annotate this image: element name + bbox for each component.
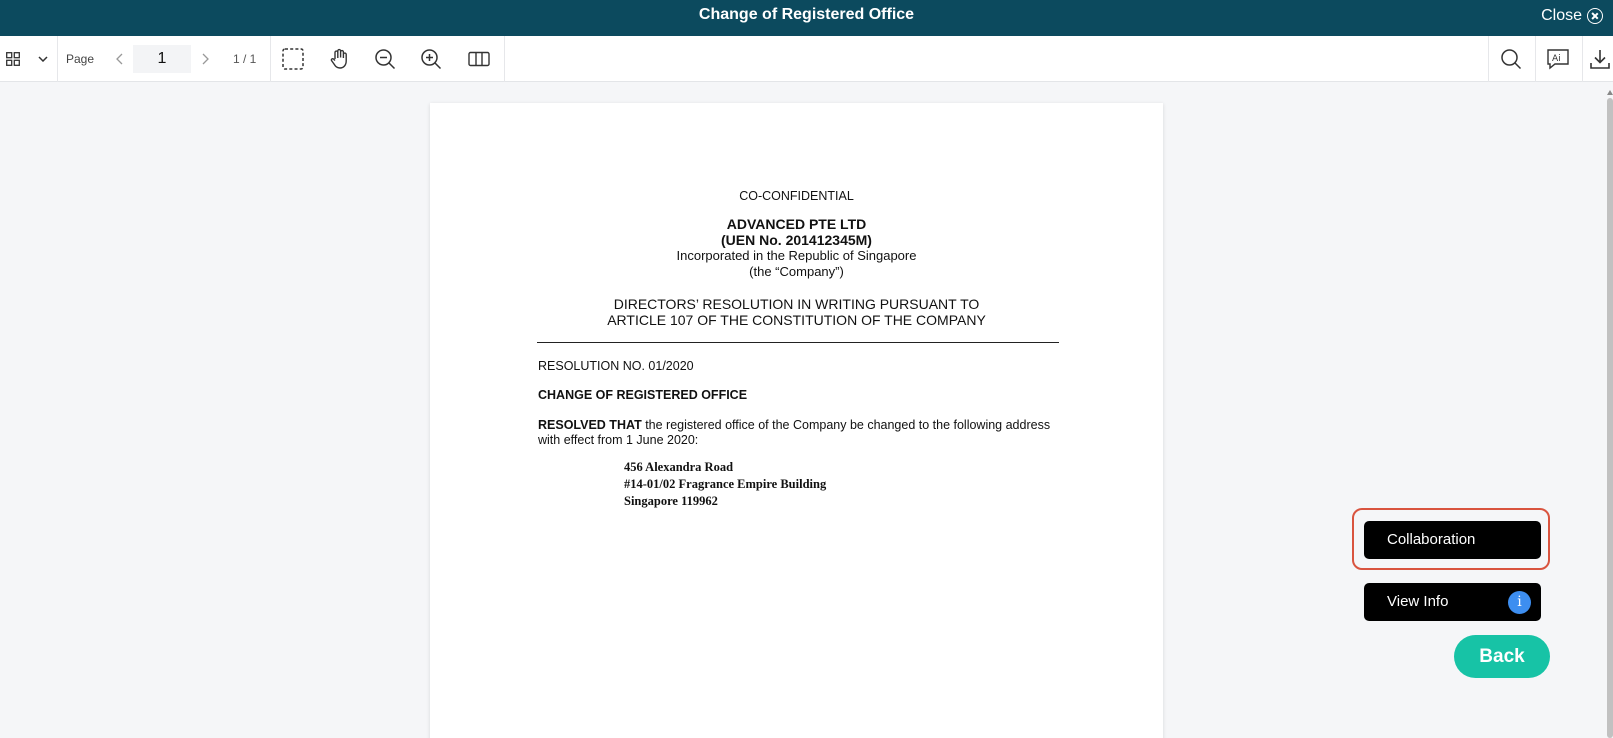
pdf-page — [430, 103, 1163, 738]
heading-divider — [537, 342, 1059, 343]
marquee-select-icon — [282, 48, 304, 70]
confidential-label: CO-CONFIDENTIAL — [739, 189, 854, 203]
prev-page-button[interactable] — [105, 36, 133, 82]
page-label: Page — [66, 52, 95, 66]
two-page-view-icon — [468, 51, 490, 67]
download-icon — [1589, 48, 1611, 70]
toolbar-divider — [1488, 36, 1489, 82]
search-icon — [1500, 48, 1522, 70]
resolution-number: RESOLUTION NO. 01/2020 — [538, 359, 694, 373]
resolved-lead: RESOLVED THAT — [538, 418, 642, 432]
two-page-view-button[interactable] — [458, 36, 500, 82]
back-button[interactable]: Back — [1454, 635, 1550, 678]
toolbar-divider — [504, 36, 505, 82]
company-name: ADVANCED PTE LTD — [726, 216, 867, 232]
page-number-input[interactable] — [133, 45, 191, 73]
resolved-text: the registered office of the Company be changed to the following address with effect from 1 June 2020: — [538, 418, 1051, 447]
toolbar-divider — [57, 36, 58, 82]
window-title: Change of Registered Office — [698, 6, 915, 23]
info-icon: i — [1508, 591, 1531, 614]
ai-text-button[interactable] — [1537, 36, 1579, 82]
download-button[interactable] — [1586, 36, 1613, 82]
close-label: Close — [1541, 7, 1582, 24]
toolbar-divider — [1582, 36, 1583, 82]
collaboration-label: Collaboration — [1387, 531, 1476, 548]
resolution-subject: CHANGE OF REGISTERED OFFICE — [538, 388, 748, 402]
toolbar-divider — [1535, 36, 1536, 82]
thumbnails-dropdown-button[interactable] — [34, 36, 52, 82]
page-count: 1 / 1 — [233, 52, 257, 66]
company-alias: (the “Company”) — [749, 264, 844, 279]
incorporation-text: Incorporated in the Republic of Singapore — [676, 248, 917, 263]
thumbnails-icon — [6, 52, 20, 66]
ai-text-icon — [1546, 48, 1570, 70]
close-button[interactable] — [1541, 6, 1603, 26]
view-info-label: View Info — [1387, 593, 1449, 610]
chevron-down-icon — [38, 56, 48, 62]
company-uen: (UEN No. 201412345M) — [721, 232, 872, 248]
resolution-paragraph — [538, 418, 1063, 448]
zoom-in-button[interactable] — [410, 36, 452, 82]
address-line-1: 456 Alexandra Road — [624, 460, 734, 474]
scrollbar-thumb[interactable] — [1607, 98, 1613, 738]
zoom-in-icon — [420, 48, 442, 70]
viewer-scrollbar[interactable] — [1606, 82, 1613, 738]
thumbnails-button[interactable] — [0, 36, 26, 82]
pdf-toolbar — [0, 36, 1613, 82]
svg-text:Ai: Ai — [1552, 54, 1561, 64]
collaboration-button[interactable] — [1364, 521, 1541, 559]
address-line-2: #14-01/02 Fragrance Empire Building — [624, 477, 827, 491]
resolution-heading-line1: DIRECTORS’ RESOLUTION IN WRITING PURSUANT TO — [613, 296, 980, 312]
search-button[interactable] — [1490, 36, 1532, 82]
next-page-icon — [202, 53, 209, 65]
zoom-out-button[interactable] — [364, 36, 406, 82]
prev-page-icon — [116, 53, 123, 65]
title-bar — [0, 0, 1613, 36]
hand-pan-icon — [328, 48, 350, 70]
resolution-heading-line2: ARTICLE 107 OF THE CONSTITUTION OF THE COMPANY — [607, 312, 986, 328]
zoom-out-icon — [374, 48, 396, 70]
address-line-3: Singapore 119962 — [624, 494, 718, 508]
close-icon — [1587, 8, 1603, 24]
next-page-button[interactable] — [191, 36, 219, 82]
scroll-up-arrow-icon[interactable] — [1607, 90, 1613, 95]
toolbar-divider — [270, 36, 271, 82]
hand-pan-button[interactable] — [318, 36, 360, 82]
marquee-select-button[interactable] — [272, 36, 314, 82]
view-info-button[interactable] — [1364, 583, 1541, 621]
